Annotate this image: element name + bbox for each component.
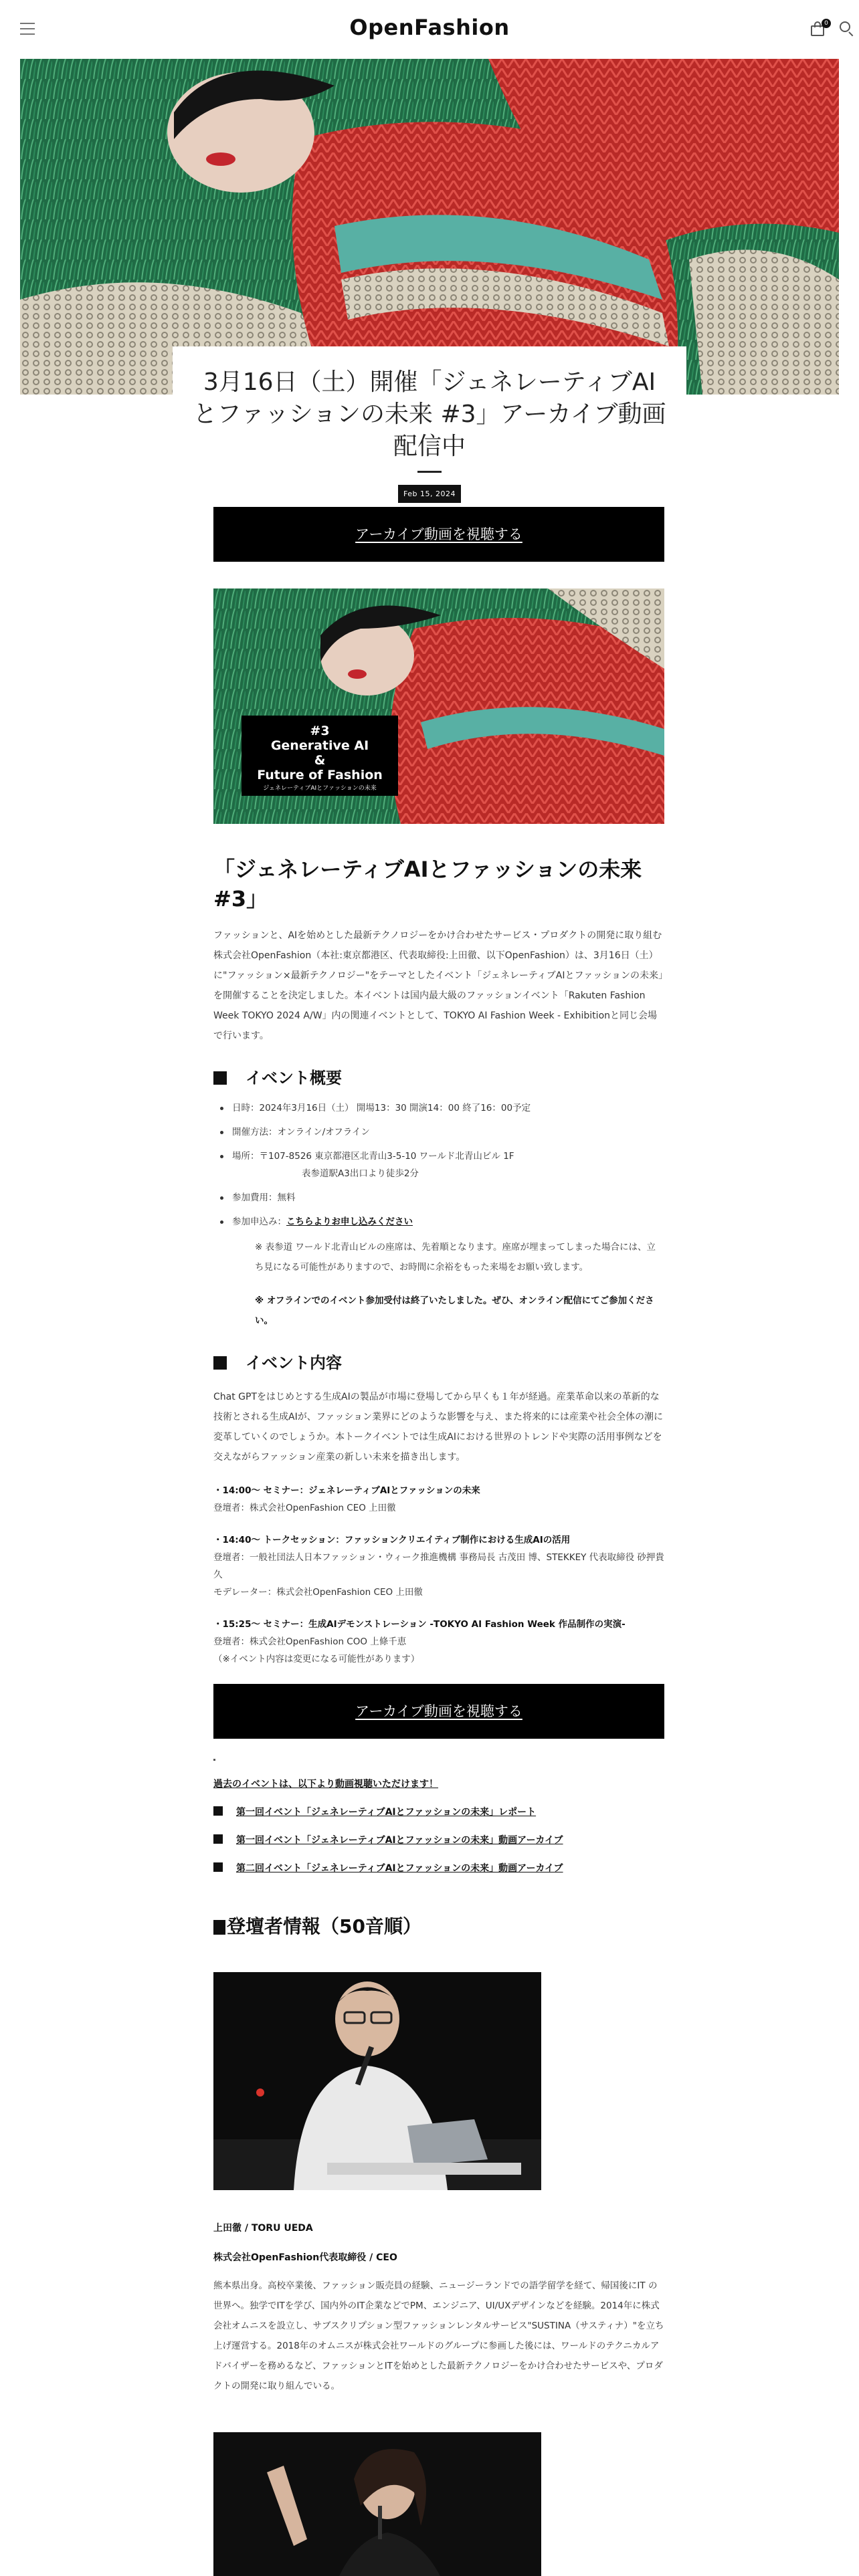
overview-venue: 場所：〒107-8526 東京都港区北青山3-5-10 ワールド北青山ビル 1F <box>232 1151 514 1162</box>
overview-fee: 参加費用：無料 <box>232 1192 296 1203</box>
past-event-link-1[interactable]: 第一回イベント「ジェネレーティブAIとファッションの未来」レポート <box>236 1807 537 1818</box>
square-bullet-icon <box>213 1071 227 1085</box>
banner-line-2: Generative AI <box>270 738 369 753</box>
session-2-speakers: 登壇者：一般社団法人日本ファッション・ウィーク推進機構 事務局長 古茂田 博、STEKKEY 代表取締役 砂押貴久 <box>213 1552 664 1580</box>
speakers-heading-text: 登壇者情報（50音順） <box>227 1915 421 1937</box>
seating-note: ※ 表参道 ワールド北青山ビルの座席は、先着順となります。座席が埋まってしまった場合には、立ち見になる可能性がありますので、お時間に余裕をもった来場をお願い致します。 <box>255 1242 656 1273</box>
session-1 <box>213 1482 664 1517</box>
session-2-moderator: モデレーター：株式会社OpenFashion CEO 上田徹 <box>213 1587 423 1598</box>
archive-video-button[interactable]: アーカイブ動画を視聴する <box>213 507 664 562</box>
page-title: 3月16日（土）開催「ジェネレーティブAIとファッションの未来 #3」アーカイブ動画配信中 <box>193 368 666 460</box>
content-heading-text: イベント内容 <box>246 1354 342 1372</box>
content-paragraph: Chat GPTをはじめとする生成AIの製品が市場に登場してから早くも１年が経過。産業革命以来の革新的な技術とされる生成AIが、ファッション業界にどのような影響を与え、また将来的には産業や社会全体の潮に変革していくのでしょうか。本トークイベントでは生成AIにおける世界のトレンドや実際の活用事例などを交えながらファッション産業の新しい未来を描き出します。 <box>213 1392 663 1463</box>
offline-closed-note: ※ オフラインでのイベント参加受付は終了いたしました。ぜひ、オンライン配信にてご参加ください。 <box>255 1295 654 1326</box>
brand-logo[interactable]: OpenFashion <box>349 15 510 40</box>
session-2 <box>213 1531 664 1601</box>
list-item <box>213 1213 664 1230</box>
past-event-item <box>213 1802 664 1822</box>
square-bullet-icon <box>213 1356 227 1370</box>
session-3 <box>213 1616 664 1668</box>
overview-date: 日時：2024年3月16日（土） 開場13：30 開演14：00 終了16：00予定 <box>232 1103 531 1113</box>
overview-list <box>213 1099 664 1230</box>
list-item <box>213 1099 664 1117</box>
overview-heading-text: イベント概要 <box>246 1069 342 1087</box>
banner-line-5: ジェネレーティブAIとファッションの未来 <box>263 785 377 792</box>
title-divider <box>417 471 442 473</box>
speakers-heading <box>213 1913 664 1940</box>
session-3-title: ・15:25〜 セミナー：生成AIデモンストレーション -TOKYO AI Fashion Week 作品制作の実演- <box>213 1619 626 1630</box>
cart-count-badge: 0 <box>822 19 831 28</box>
session-3-speaker: 登壇者：株式会社OpenFashion COO 上條千恵 <box>213 1636 407 1647</box>
banner-title-box <box>242 716 398 796</box>
site-header <box>0 0 859 59</box>
article-body <box>213 507 664 2576</box>
past-event-link-3[interactable]: 第二回イベント「ジェネレーティブAIとファッションの未来」動画アーカイブ <box>236 1863 563 1874</box>
session-1-title: ・14:00〜 セミナー：ジェネレーティブAIとファッションの未来 <box>213 1485 480 1496</box>
past-events-heading: 過去のイベントは、以下より動画視聴いただけます！ <box>213 1779 438 1790</box>
banner-line-1: #3 <box>310 724 330 738</box>
square-bullet-icon <box>213 1806 223 1816</box>
intro-heading: 「ジェネレーティブAIとファッションの未来#3」 <box>213 857 642 911</box>
session-3-disclaimer: （※イベント内容は変更になる可能性があります） <box>213 1654 420 1665</box>
content-heading <box>213 1351 664 1375</box>
square-bullet-icon <box>213 1834 223 1844</box>
past-event-item <box>213 1830 664 1850</box>
overview-apply-label: 参加申込み： <box>232 1216 286 1227</box>
overview-method: 開催方法：オンライン/オフライン <box>232 1127 370 1138</box>
square-bullet-icon <box>213 1920 225 1935</box>
hero-image <box>20 59 839 395</box>
intro-paragraph: ファッションと、AIを始めとした最新テクノロジーをかけ合わせたサービス・プロダクトの開発に取り組む株式会社OpenFashion（本社:東京都港区、代表取締役:上田徹、以下OpenFashion）は、3月16日（土）に"ファッション×最新テクノロジー"をテーマとしたイベント「ジェネレーティブAIとファッションの未来」を開催することを決定しました。本イベントは国内最大級のファッションイベント「Rakuten Fashion Week TOKYO 2024 A/W」内の関連イベントとして、TOKYO AI Fashion Week - Exhibitionと同じ会場で行います。 <box>213 930 663 1041</box>
event-banner-image <box>213 588 664 824</box>
session-2-title: ・14:40〜 トークセッション：ファッションクリエイティブ制作における生成AIの活用 <box>213 1535 571 1545</box>
banner-line-4: Future of Fashion <box>257 768 383 782</box>
past-event-link-2[interactable]: 第一回イベント「ジェネレーティブAIとファッションの未来」動画アーカイブ <box>236 1835 563 1846</box>
square-bullet-icon <box>213 1862 223 1872</box>
archive-video-button-bottom[interactable]: アーカイブ動画を視聴する <box>213 1684 664 1739</box>
list-item <box>213 1148 664 1182</box>
speaker-bio: 熊本県出身。高校卒業後、ファッション販売員の経験、ニュージーランドでの語学留学を経て、帰国後にIT の世界へ。独学でITを学び、国内外のIT企業などでPM、エンジニア、UI/UXデザインなどを経験。2014年に株式会社オムニスを設立し、サブスクリプション型ファッションレンタルサービス"SUSTINA（サスティナ）"を立ち上げ運営する。2018年のオムニスが株式会社ワールドのグループに参画した後には、ワールドのテクニカルアドバイザーを務めるなど、ファッションとITを始めとした最新テクノロジーをかけ合わせたサービスや、プロダクトの開発に取り組んでいる。 <box>213 2280 664 2391</box>
list-item <box>213 1189 664 1206</box>
past-event-item <box>213 1858 664 1879</box>
search-icon[interactable] <box>840 21 854 36</box>
speaker-name: 上田徹 / TORU UEDA <box>213 2223 313 2234</box>
divider-dot <box>213 1759 215 1761</box>
banner-line-3: & <box>314 753 326 768</box>
speaker-photo-ueda <box>213 1972 541 2190</box>
session-1-speaker: 登壇者：株式会社OpenFashion CEO 上田徹 <box>213 1503 396 1513</box>
post-title-card <box>173 346 686 503</box>
overview-heading <box>213 1066 664 1090</box>
overview-venue-access: 表参道駅A3出口より徒歩2分 <box>302 1168 419 1179</box>
post-date-badge: Feb 15, 2024 <box>398 485 461 503</box>
speaker-photo-second <box>213 2432 541 2576</box>
speaker-role: 株式会社OpenFashion代表取締役 / CEO <box>213 2252 397 2263</box>
list-item <box>213 1123 664 1141</box>
apply-link[interactable]: こちらよりお申し込みください <box>286 1216 413 1227</box>
